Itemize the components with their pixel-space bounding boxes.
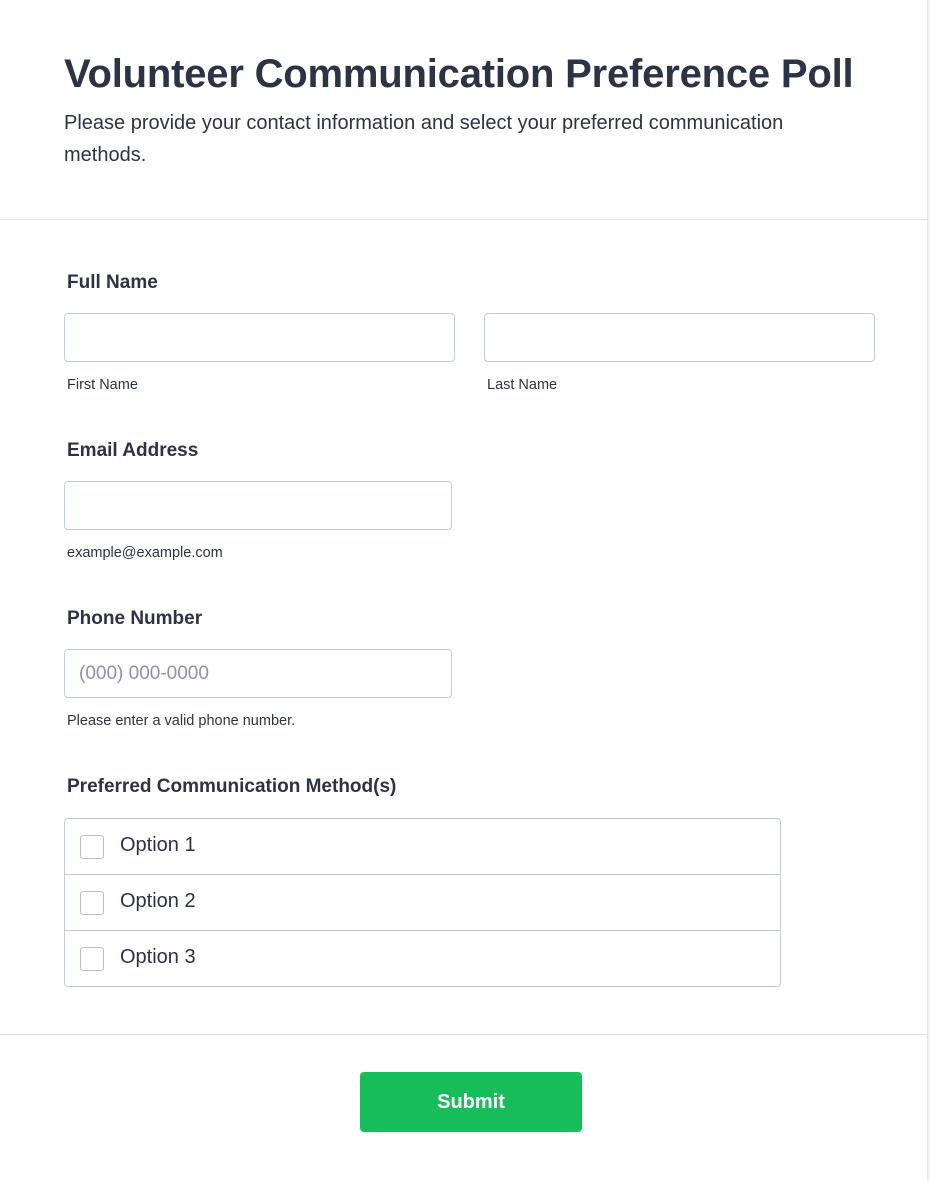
option-label-2: Option 2 xyxy=(120,890,196,912)
footer-divider xyxy=(0,1034,928,1035)
email-sublabel: example@example.com xyxy=(67,545,223,561)
form-description: Please provide your contact information and select your preferred communication methods. xyxy=(64,112,784,166)
phone-sublabel: Please enter a valid phone number. xyxy=(67,713,296,729)
last-name-sublabel: Last Name xyxy=(487,377,558,393)
form-header xyxy=(0,0,928,220)
option-row-3[interactable] xyxy=(65,931,780,987)
option-row-1[interactable] xyxy=(65,819,780,875)
phone-input[interactable] xyxy=(64,649,452,698)
form-title: Volunteer Communication Preference Poll xyxy=(64,52,854,96)
option-label-3: Option 3 xyxy=(120,946,196,968)
submit-button[interactable]: Submit xyxy=(360,1072,582,1132)
checkbox-option-1[interactable] xyxy=(80,835,104,859)
communication-label: Preferred Communication Method(s) xyxy=(67,776,397,797)
first-name-sublabel: First Name xyxy=(67,377,138,393)
phone-label: Phone Number xyxy=(67,608,203,629)
checkbox-option-3[interactable] xyxy=(80,947,104,971)
last-name-input[interactable] xyxy=(484,313,875,362)
email-input[interactable] xyxy=(64,481,452,530)
first-name-input[interactable] xyxy=(64,313,455,362)
checkbox-option-2[interactable] xyxy=(80,891,104,915)
option-label-1: Option 1 xyxy=(120,834,196,856)
email-label: Email Address xyxy=(67,440,199,461)
option-row-2[interactable] xyxy=(65,875,780,931)
full-name-label: Full Name xyxy=(67,272,158,293)
communication-options xyxy=(64,818,781,987)
